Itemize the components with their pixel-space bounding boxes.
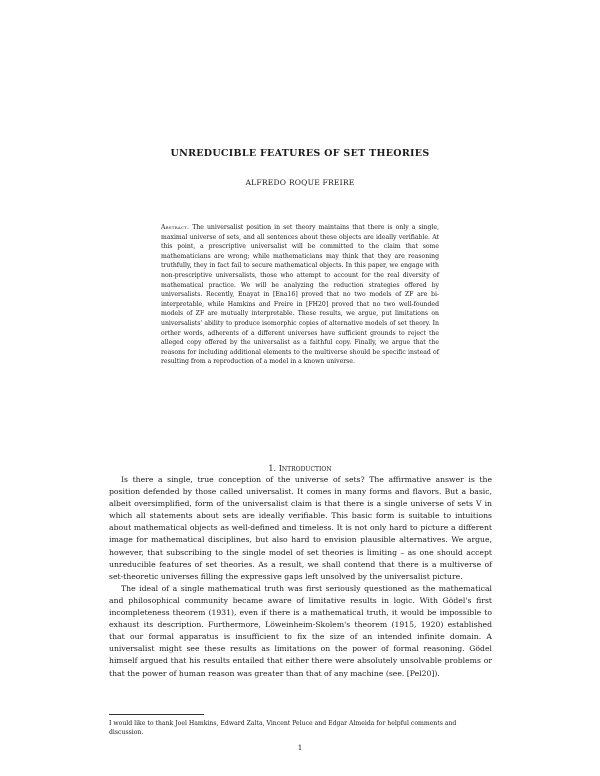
section-title: Introduction	[278, 463, 332, 473]
paper-title: UNREDUCIBLE FEATURES OF SET THEORIES	[170, 148, 430, 159]
abstract	[161, 223, 439, 367]
section-heading	[0, 463, 600, 473]
footnote: I would like to thank Joel Hamkins, Edward Zalta, Vincent Peluce and Edgar Almeida for helpful comments and discussion.	[109, 720, 457, 737]
section-number: 1.	[268, 463, 277, 473]
paragraph-1: Is there a single, true conception of the universe of sets? The affirmative answer is the position defended by those called universalist. It comes in many forms and flavors. But a basic, albeit oversimplified, form of the universalist claim is that there is a single universe of sets V in which all statements about sets are ideally verifiable. This basic form is suitable to intuitions about mathematical objects as well-defined and timeless. It is not only hard to picture a different image for mathematical disciplines, but also hard to envision plausible alternatives. We argue, however, that subscribing to the single model of set theories is limiting – as one should accept unreducible features of set theories. As a result, we shall contend that there is a multiverse of set-theoretic universes filling the expressive gaps left unsolved by the universalist picture.	[109, 475, 492, 581]
body-text	[109, 474, 492, 680]
abstract-label: Abstract.	[161, 224, 190, 231]
paragraph-2: The ideal of a single mathematical truth was first seriously questioned as the mathematical and philosophical community became aware of limitative results in logic. With Gödel's first incompleteness theorem (1931), even if there is a mathematical truth, it would be impossible to exhaust its description. Furthermore, Löweinheim-Skolem's theorem (1915, 1920) established that our formal apparatus is insufficient to fix the size of an intended infinite domain. A universalist might see these results as limitations on the power of formal reasoning. Gödel himself argued that his results entailed that either there were absolutely unsolvable problems or that the power of human reason was greater than that of any machine (see. [Pel20]).	[109, 583, 492, 678]
page-number: 1	[297, 743, 303, 752]
footnote-rule	[109, 714, 204, 715]
author-name: ALFREDO ROQUE FREIRE	[245, 178, 355, 187]
abstract-text: The universalist position in set theory maintains that there is only a single, maximal universe of sets, and all sentences about these objects are ideally verifiable. At this point, a prescriptive universalist will be committed to the claim that some mathematicians are wrong; while mathematicians may think that they are reasoning truthfully, they in fact fail to secure mathematical objects. In this paper, we engage with non-prescriptive universalists, those who attempt to account for the real diversity of mathematical practice. We will be analyzing the reduction strategies offered by universalists. Recently, Enayat in [Ena16] proved that no two models of ZF are bi-interpretable, while Hamkins and Freire in [FH20] proved that no two well-founded models of ZF are mutually interpretable. These results, we argue, put limitations on universalists' ability to produce isomorphic copies of alternative models of set theory. In orther words, adherents of a different universes have sufficient grounds to reject the alleged copy offered by the universalist as a faithful copy. Finally, we argue that the reasons for including additional elements to the multiverse should be specific instead of resulting from a reproduction of a model in a known universe.	[161, 224, 439, 366]
